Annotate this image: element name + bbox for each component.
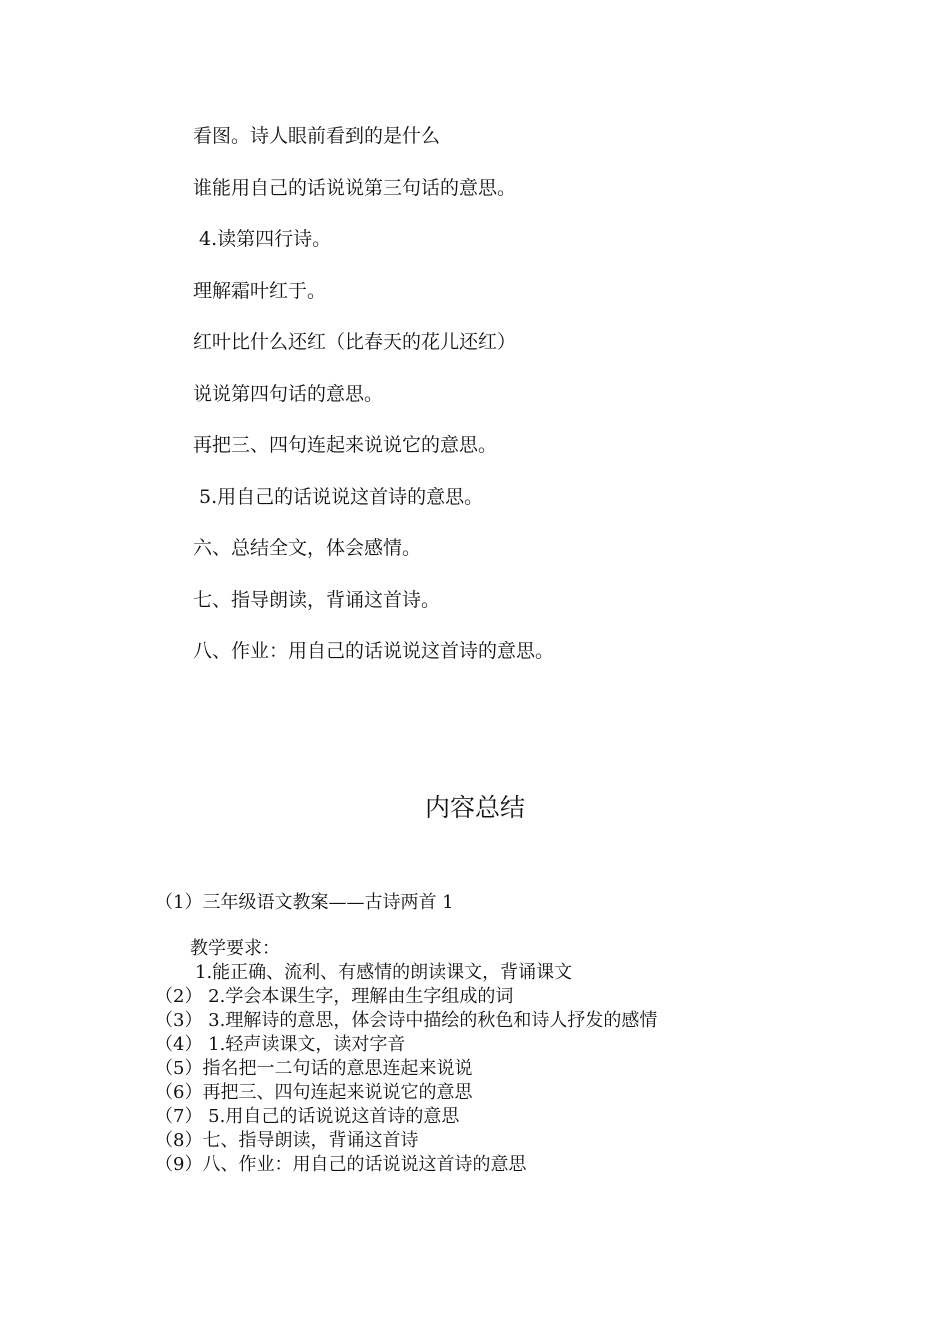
body-line: 红叶比什么还红（比春天的花儿还红）: [193, 331, 517, 353]
requirements-label: 教学要求：: [190, 938, 280, 959]
summary-heading: （1）三年级语文教案——古诗两首 1: [155, 892, 454, 913]
requirement-item: 1.能正确、流利、有感情的朗读课文，背诵课文: [195, 962, 573, 983]
list-item: （8）七、指导朗读，背诵这首诗: [155, 1130, 419, 1151]
list-item: （3） 3.理解诗的意思，体会诗中描绘的秋色和诗人抒发的感情: [155, 1010, 658, 1031]
body-line: 5.用自己的话说说这首诗的意思。: [193, 485, 484, 508]
list-item: （6）再把三、四句连起来说说它的意思: [155, 1082, 473, 1103]
body-line: 理解霜叶红于。: [193, 279, 327, 302]
body-line: 4.读第四行诗。: [193, 228, 332, 250]
body-line: 谁能用自己的话说说第三句话的意思。: [193, 176, 517, 199]
list-item: （7） 5.用自己的话说说这首诗的意思: [155, 1106, 460, 1127]
body-line: 再把三、四句连起来说说它的意思。: [193, 434, 498, 456]
body-line: 七、指导朗读，背诵这首诗。: [193, 588, 441, 611]
body-line: 八、作业：用自己的话说说这首诗的意思。: [193, 640, 555, 662]
list-item: （2） 2.学会本课生字，理解由生字组成的词: [155, 986, 514, 1007]
body-line: 说说第四句话的意思。: [193, 382, 384, 405]
list-item: （5）指名把一二句话的意思连起来说说: [155, 1058, 473, 1079]
body-line: 看图。诗人眼前看到的是什么: [193, 125, 441, 147]
list-item: （9）八、作业：用自己的话说说这首诗的意思: [155, 1154, 527, 1175]
body-line: 六、总结全文，体会感情。: [193, 537, 422, 559]
list-item: （4） 1.轻声读课文，读对字音: [155, 1034, 406, 1055]
lesson-body: [193, 122, 893, 689]
summary-list: [155, 985, 915, 1177]
summary-title: 内容总结: [424, 793, 525, 822]
